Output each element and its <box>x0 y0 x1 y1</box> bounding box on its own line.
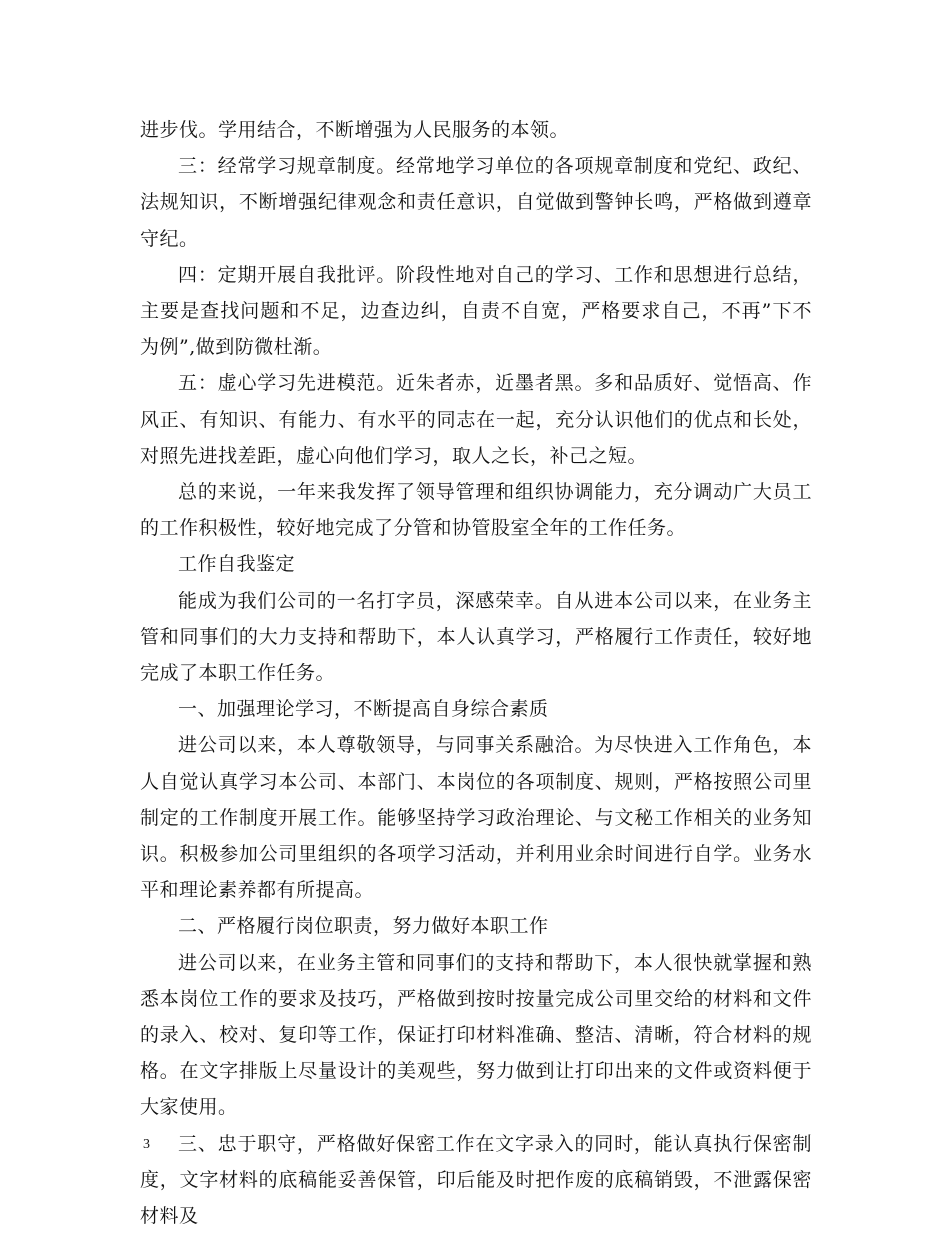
paragraph-item-three: 三：经常学习规章制度。经常地学习单位的各项规章制度和党纪、政纪、法规知识，不断增强纪律观念和责任意识，自觉做到警钟长鸣，严格做到遵章守纪。 <box>140 155 812 250</box>
section-heading-one: 一、加强理论学习，不断提高自身综合素质 <box>178 698 549 721</box>
paragraph-item-four: 四：定期开展自我批评。阶段性地对自己的学习、工作和思想进行总结，主要是查找问题和不足，边查边纠，自责不自宽，严格要求自己，不再”下不为例”,做到防微杜渐。 <box>140 263 812 359</box>
paragraph-section-two: 进公司以来，在业务主管和同事们的支持和帮助下，本人很快就掌握和熟悉本岗位工作的要求及技巧，严格做到按时按量完成公司里交给的材料和文件的录入、校对、复印等工作，保证打印材料准确、整洁、清晰，符合材料的规格。在文字排版上尽量设计的美观些，努力做到让打印出来的文件或资料便于大家使用。 <box>140 951 812 1119</box>
page-number: 3 <box>143 1137 150 1152</box>
paragraph-section-three: 三、忠于职守，严格做好保密工作在文字录入的同时，能认真执行保密制度，文字材料的底稿能妥善保管，印后能及时把作废的底稿销毁，不泄露保密材料及 <box>140 1132 812 1228</box>
paragraph-intro: 能成为我们公司的一名打字员，深感荣幸。自从进本公司以来，在业务主管和同事们的大力支持和帮助下，本人认真学习，严格履行工作责任，较好地完成了本职工作任务。 <box>140 589 812 685</box>
paragraph-continuation: 进步伐。学用结合，不断增强为人民服务的本领。 <box>140 119 570 141</box>
document-body <box>140 112 812 1234</box>
section-heading-two: 二、严格履行岗位职责，努力做好本职工作 <box>178 915 549 938</box>
paragraph-section-one: 进公司以来，本人尊敬领导，与同事关系融洽。为尽快进入工作角色，本人自觉认真学习本公司、本部门、本岗位的各项制度、规则，严格按照公司里制定的工作制度开展工作。能够坚持学习政治理论、与文秘工作相关的业务知识。积极参加公司里组织的各项学习活动，并利用业余时间进行自学。业务水平和理论素养都有所提高。 <box>140 734 812 902</box>
paragraph-summary: 总的来说，一年来我发挥了领导管理和组织协调能力，充分调动广大员工的工作积极性，较好地完成了分管和协管股室全年的工作任务。 <box>140 481 812 540</box>
paragraph-item-five: 五：虚心学习先进模范。近朱者赤，近墨者黑。多和品质好、觉悟高、作风正、有知识、有能力、有水平的同志在一起，充分认识他们的优点和长处，对照先进找差距，虚心向他们学习，取人之长，补己之短。 <box>140 372 812 467</box>
section-heading-self-appraisal: 工作自我鉴定 <box>178 553 296 576</box>
